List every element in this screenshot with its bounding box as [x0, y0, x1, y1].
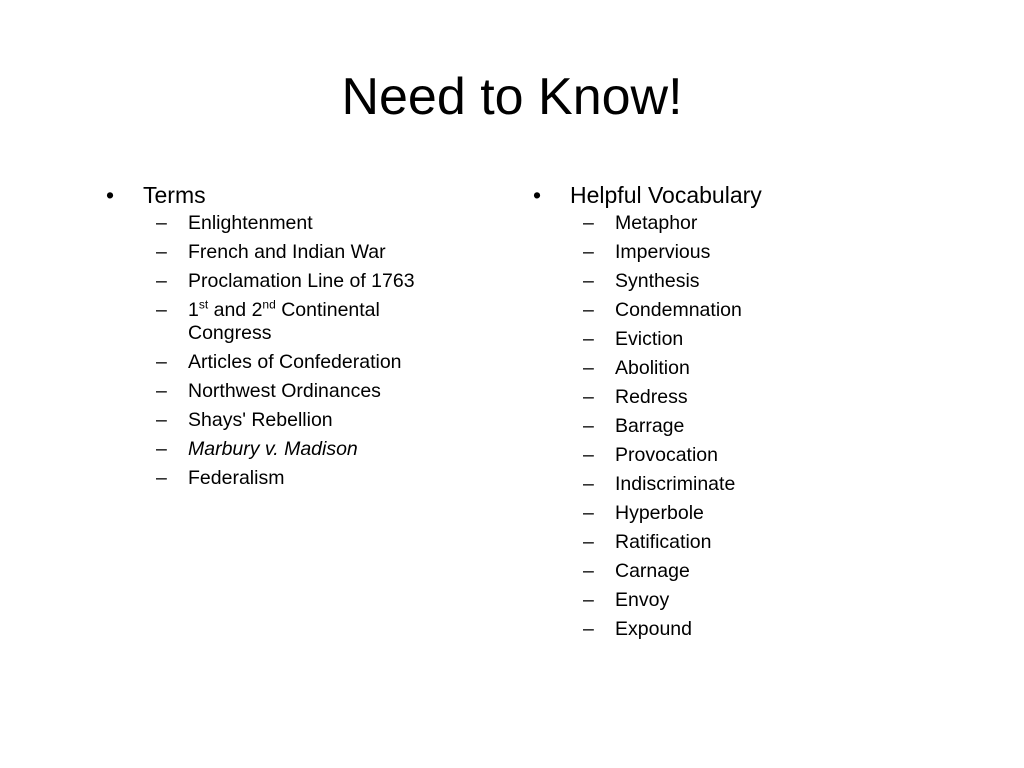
term-label: Articles of Confederation [188, 351, 402, 373]
dash-icon: – [156, 380, 167, 402]
vocab-label: Barrage [615, 415, 685, 437]
vocab-label: Impervious [615, 241, 711, 263]
vocabulary-heading [527, 178, 947, 212]
dash-icon: – [583, 415, 594, 437]
term-label: French and Indian War [188, 241, 386, 263]
list-item [583, 328, 885, 351]
dash-icon: – [583, 444, 594, 466]
vocab-label: Metaphor [615, 212, 698, 234]
bullet-icon: • [532, 182, 542, 208]
list-item [583, 560, 885, 583]
vocab-label: Abolition [615, 357, 690, 379]
dash-icon: – [156, 299, 167, 321]
ordinal-suffix: st [198, 297, 209, 312]
list-item [156, 409, 458, 432]
vocab-label: Condemnation [615, 299, 742, 321]
dash-icon: – [583, 560, 594, 582]
dash-icon: – [583, 502, 594, 524]
list-item [156, 270, 458, 293]
vocabulary-list [527, 212, 947, 641]
vocab-label: Envoy [615, 589, 670, 611]
list-item [583, 386, 885, 409]
list-item [583, 618, 885, 641]
dash-icon: – [583, 473, 594, 495]
term-label-part: and 2 [208, 299, 263, 321]
terms-heading [100, 178, 520, 212]
vocab-label: Carnage [615, 560, 690, 582]
list-item [583, 241, 885, 264]
list-item [156, 212, 458, 235]
list-item [156, 351, 458, 374]
dash-icon: – [583, 357, 594, 379]
term-label: Enlightenment [188, 212, 313, 234]
dash-icon: – [156, 467, 167, 489]
list-item [583, 270, 885, 293]
list-item [156, 297, 458, 345]
list-item [583, 444, 885, 467]
list-item [583, 212, 885, 235]
dash-icon: – [583, 270, 594, 292]
list-item [583, 502, 885, 525]
vocab-label: Hyperbole [615, 502, 704, 524]
dash-icon: – [156, 409, 167, 431]
term-label: Marbury v. Madison [188, 438, 358, 460]
list-item [583, 299, 885, 322]
list-item [583, 473, 885, 496]
dash-icon: – [156, 351, 167, 373]
list-item [156, 438, 458, 461]
dash-icon: – [583, 299, 594, 321]
dash-icon: – [156, 438, 167, 460]
term-label: Federalism [188, 467, 285, 489]
ordinal-suffix: nd [262, 297, 276, 312]
terms-column [100, 178, 520, 496]
vocab-label: Redress [615, 386, 688, 408]
list-item [156, 380, 458, 403]
list-item [156, 467, 458, 490]
dash-icon: – [583, 386, 594, 408]
dash-icon: – [583, 212, 594, 234]
term-label: Northwest Ordinances [188, 380, 381, 402]
bullet-icon: • [105, 182, 115, 208]
term-label: Shays' Rebellion [188, 409, 333, 431]
vocab-label: Eviction [615, 328, 684, 350]
list-item [583, 415, 885, 438]
list-item [583, 357, 885, 380]
vocab-label: Expound [615, 618, 692, 640]
vocab-label: Provocation [615, 444, 718, 466]
vocab-label: Ratification [615, 531, 712, 553]
dash-icon: – [583, 328, 594, 350]
vocabulary-heading-label: Helpful Vocabulary [570, 182, 762, 208]
term-label-part: Continental Congress [188, 299, 380, 344]
terms-heading-label: Terms [143, 182, 206, 208]
dash-icon: – [583, 241, 594, 263]
vocabulary-column [527, 178, 947, 647]
dash-icon: – [583, 531, 594, 553]
term-label-part: 1 [188, 299, 199, 321]
terms-list [100, 212, 520, 490]
vocab-label: Indiscriminate [615, 473, 736, 495]
list-item [583, 589, 885, 612]
list-item [583, 531, 885, 554]
slide-title: Need to Know! [341, 68, 683, 126]
dash-icon: – [156, 270, 167, 292]
term-label: Proclamation Line of 1763 [188, 270, 415, 292]
vocab-label: Synthesis [615, 270, 700, 292]
dash-icon: – [156, 212, 167, 234]
dash-icon: – [583, 618, 594, 640]
dash-icon: – [156, 241, 167, 263]
list-item [156, 241, 458, 264]
dash-icon: – [583, 589, 594, 611]
